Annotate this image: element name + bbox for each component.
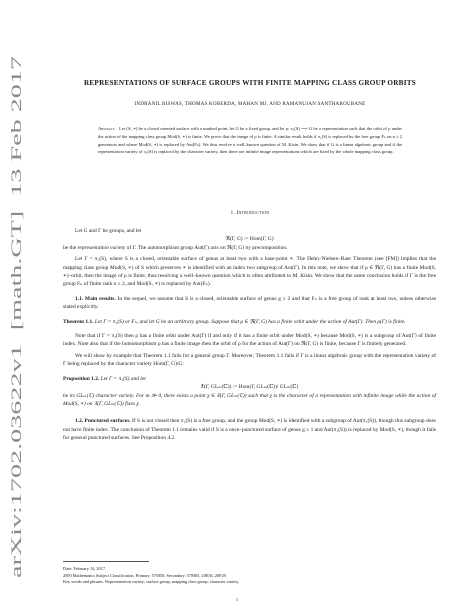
page-number: 1 (235, 597, 239, 602)
paragraph: We will show by example that Theorem 1.1 fails for a general group Γ. Moreover, Theorem 1.1 fails if Γ is a linear algebraic group with the representation variety of Γ being replaced by the character variety Hom(Γ, G)/G: (63, 352, 436, 368)
footnote-rule (63, 561, 149, 562)
arxiv-identifier-text: arXiv:1702.03622v1 [math.GT] 13 Feb 2017 (9, 314, 25, 578)
abstract (98, 125, 402, 156)
abstract-label: Abstract. (98, 126, 116, 131)
display-equation: 𝔛(Γ, GLₘ(ℂ)) := Hom(Γ, GLₘ(ℂ))/ GLₘ(ℂ) (200, 384, 299, 391)
body-text (63, 227, 436, 443)
paragraph: Let G and Γ be groups, and let (75, 228, 142, 234)
display-equation: ℜ(Γ, G) := Hom(Γ, G) (225, 236, 274, 243)
proposition-label: Proposition 1.2. (63, 375, 100, 382)
paragraph: Note that if Γ = π₁(S) then ρ has a finite orbit under Aut(Γ) if and only if it has a finite orbit under Mod(S, ∗) because Mod(S, ∗) is a subgroup of Aut(Γ) of finite index. Note also that if the homomorphism ρ has a finite image then the orbit of ρ for the action of Aut(Γ) on ℜ(Γ, G) is finite, because Γ is finitely generated. (63, 333, 436, 348)
section-heading-introduction: 1. Introduction (230, 210, 270, 216)
theorem-label: Theorem 1.1. (63, 318, 94, 325)
footnote-date: Date: February 14, 2017. (63, 566, 107, 571)
proposition: Proposition 1.2. Let Γ = π₁(S) and let (63, 375, 146, 382)
subsection-heading: 1.2. Punctured surfaces. (75, 418, 131, 425)
footnote-msc: 2000 Mathematics Subject Classification. Primary: 57M50; Secondary: 57M05, 20E36, 20F29. (63, 572, 227, 578)
subsection-heading: 1.1. Main results. (75, 295, 116, 302)
paragraph: Let Γ = π₁(S), where S is a closed, orientable surface of genus at least two with a base-point ∗. The Dehn–Nielsen–Baer Theorem (see [FM]) implies that the mapping class group Mod(S, ∗) of S which preserves ∗ is identified with an index two subgroup of Aut(Γ). In this note, we show that if ρ ∈ ℜ(Γ, G) has a finite Mod(S, ∗)–orbit, then the image of ρ is finite, thus resolving a well–known question which is often attributed to M. Kisin. We show that the same conclusion holds if Γ is the free group Fₙ of finite rank n ≥ 2, and Mod(S, ∗) is replaced by Aut(Fₙ). (63, 256, 436, 288)
footnotes (63, 566, 436, 586)
paragraph: 1.2. Punctured surfaces. If S is not closed then π₁(S) is a free group, and the group Mod(S, ∗) is identified with a subgroup of Aut(π₁(S)), though this subgroup does not have finite index. The conclusion of Theorem 1.1 remains valid if S is a once–punctured surface of genus g ≥ 1 and Aut(π₁(S)) is replaced by Mod(S, ∗), though it fails for general punctured surfaces. See Proposition 4.2. (63, 418, 436, 442)
arxiv-identifier-stamp (4, 30, 28, 590)
paragraph: be the representation variety of Γ. The automorphism group Aut(Γ) acts on ℜ(Γ, G) by precomposition. (63, 244, 288, 251)
footnote-keywords: Key words and phrases. Representation variety; surface group; mapping class group; character variety. (63, 579, 240, 585)
paragraph: 1.1. Main results. In the sequel, we assume that S is a closed, orientable surface of genus g ≥ 2 and that Fₙ is a free group of rank at least two, unless otherwise stated explicitly. (63, 295, 436, 311)
theorem: Theorem 1.1. Let Γ = π₁(S) or Fₙ, and let G be an arbitrary group. Suppose that ρ ∈ ℜ(Γ, G) has a finite orbit under the action of Aut(Γ). Then ρ(Γ) is finite. (63, 318, 406, 325)
author-list: INDRANIL BISWAS, THOMAS KOBERDA, MAHAN MJ, AND RAMANUJAN SANTHAROUBANE (134, 101, 366, 107)
emphasis-term: representation variety (77, 244, 126, 251)
paper-title: REPRESENTATIONS OF SURFACE GROUPS WITH FINITE MAPPING CLASS GROUP ORBITS (83, 79, 417, 87)
abstract-text: Let (S, ∗) be a closed oriented surface with a marked point, let G be a fixed group, and let ρ: π₁(S) ⟶ G be a representation such that the orbit of ρ under the action of the mapping class group Mod(S, ∗) is finite. We prove that the image of ρ is finite. A similar result holds if π₁(S) is replaced by the free group Fₙ on n ≥ 2 generators and where Mod(S, ∗) is replaced by Aut(Fₙ). We thus resolve a well–known question of M. Kisin. We show that if G is a linear algebraic group and if the representation variety of π₁(S) is replaced by the character variety, then there are infinite image representations which are fixed by the whole mapping class group. (98, 126, 402, 155)
proposition-text: be its GLₘ(ℂ) character variety. For m ≫ 0, there exists a point χ ∈ 𝔛(Γ, GLₘ(ℂ)) such that χ is the character of a representation with infinite image while the action of Mod(S, ∗) on 𝔛(Γ, GLₘ(ℂ)) fixes χ. (63, 392, 436, 407)
